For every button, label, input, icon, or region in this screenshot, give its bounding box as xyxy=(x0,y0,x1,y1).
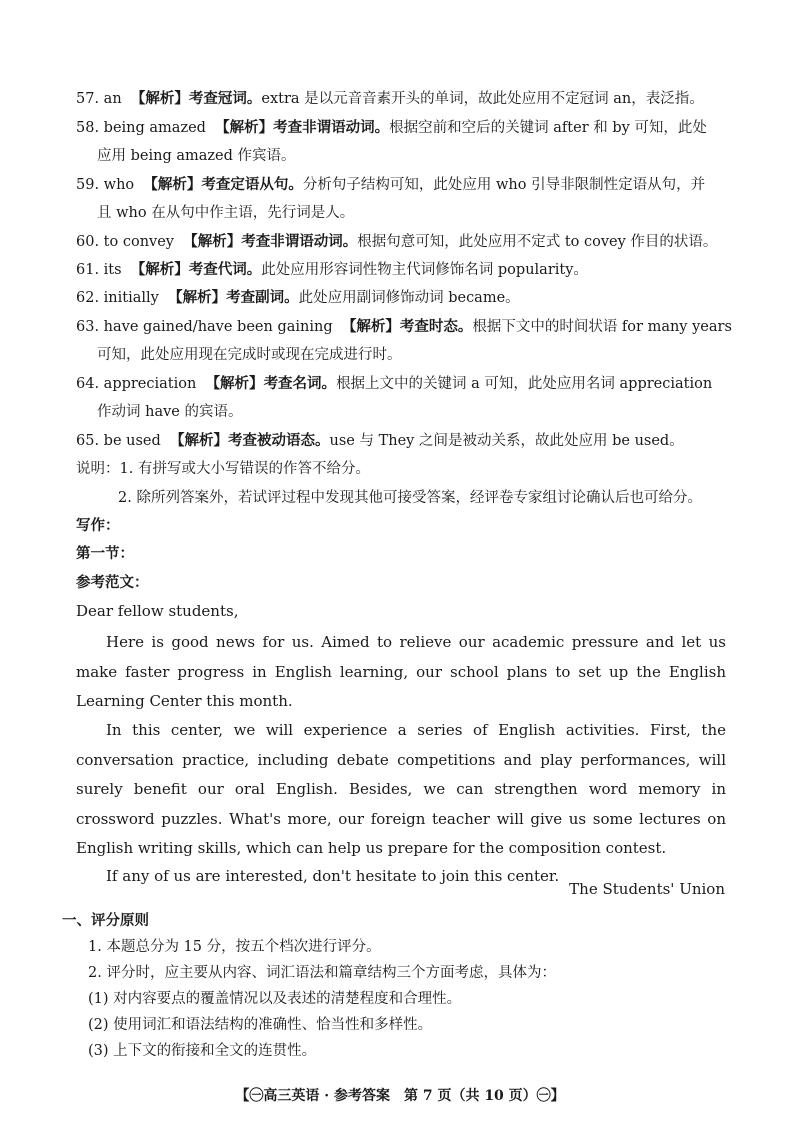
answer-60: 60. to convey 【解析】考查非谓语动词。根据句意可知，此处应用不定式 to covey 作目的状语。 xyxy=(76,233,718,250)
essay-paragraph-1: Here is good news for us. Aimed to relieve our academic pressure and let us make faster progress in English learning, our school plans to set up the English Learning Center this month. xyxy=(76,633,726,710)
answer-59: 59. who 【解析】考查定语从句。分析句子结构可知，此处应用 who 引导非限制性定语从句，并 xyxy=(76,176,706,193)
grading-heading: 一、评分原则 xyxy=(62,912,149,929)
answer-61: 61. its 【解析】考查代词。此处应用形容词性物主代词修饰名词 popularity。 xyxy=(76,261,588,278)
grading-item-1: 1. 本题总分为 15 分，按五个档次进行评分。 xyxy=(88,939,381,955)
note-1: 说明：1. 有拼写或大小写错误的作答不给分。 xyxy=(76,461,370,477)
grading-item-5: (3) 上下文的衔接和全文的连贯性。 xyxy=(88,1043,317,1059)
answer-64: 64. appreciation 【解析】考查名词。根据上文中的关键词 a 可知，此处应用名词 appreciation xyxy=(76,375,713,392)
answer-62: 62. initially 【解析】考查副词。此处应用副词修饰动词 became。 xyxy=(76,289,520,306)
essay-paragraph-3: If any of us are interested, don't hesitate to join this center. xyxy=(106,867,560,885)
sample-essay-heading: 参考范文： xyxy=(76,574,149,591)
answer-64-continued: 作动词 have 的宾语。 xyxy=(97,404,243,420)
answer-65: 65. be used 【解析】考查被动语态。use 与 They 之间是被动关系，故此处应用 be used。 xyxy=(76,432,684,449)
answer-58-continued: 应用 being amazed 作宾语。 xyxy=(97,148,296,164)
grading-item-2: 2. 评分时，应主要从内容、词汇语法和篇章结构三个方面考虑，具体为： xyxy=(88,965,556,981)
answer-63-continued: 可知，此处应用现在完成时或现在完成进行时。 xyxy=(97,347,402,363)
note-2: 2. 除所列答案外，若试评过程中发现其他可接受答案，经评卷专家组讨论确认后也可给分。 xyxy=(118,490,702,506)
answer-63: 63. have gained/have been gaining 【解析】考查时态。根据下文中的时间状语 for many years xyxy=(76,318,732,335)
essay-paragraph-2: In this center, we will experience a series of English activities. First, the conversation practice, including debate competitions and play performances, will surely benefit our oral English. Besides, we can strengthen word memory in crossword puzzles. What's more, our foreign teacher will give us some lectures on English writing skills, which can help us prepare for the composition contest. xyxy=(76,721,726,857)
grading-item-3: (1) 对内容要点的覆盖情况以及表述的清楚程度和合理性。 xyxy=(88,991,462,1007)
answer-58: 58. being amazed 【解析】考查非谓语动词。根据空前和空后的关键词 after 和 by 可知，此处 xyxy=(76,119,707,136)
answer-59-continued: 且 who 在从句中作主语，先行词是人。 xyxy=(97,205,355,221)
essay-signature: The Students' Union xyxy=(569,880,725,898)
grading-item-4: (2) 使用词汇和语法结构的准确性、恰当性和多样性。 xyxy=(88,1017,433,1033)
answer-57: 57. an 【解析】考查冠词。extra 是以元音音素开头的单词，故此处应用不定冠词 an，表泛指。 xyxy=(76,90,704,107)
writing-heading: 写作： xyxy=(76,517,120,534)
section-heading: 第一节： xyxy=(76,545,134,562)
essay-salutation: Dear fellow students, xyxy=(76,602,239,620)
page-footer: 【㊀高三英语 · 参考答案 第 7 页（共 10 页）㊀】 xyxy=(235,1088,565,1104)
